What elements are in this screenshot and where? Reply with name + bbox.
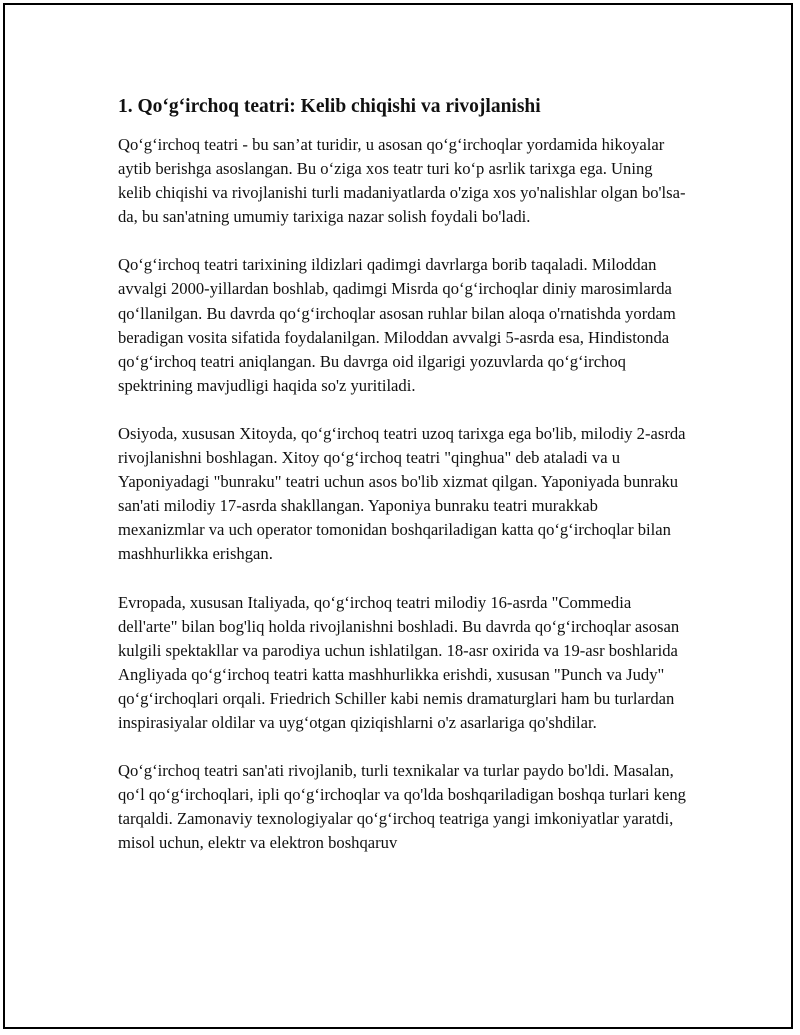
paragraph-modern: Qo‘g‘irchoq teatri san'ati rivojlanib, turli texnikalar va turlar paydo bo'ldi. Masalan, qo‘l qo‘g‘irchoqlari, ipli qo‘g‘irchoqlar va qo'lda boshqariladigan boshqa turlari keng tarqaldi. Zamonaviy texnologiyalar qo‘g‘irchoq teatriga yangi imkoniyatlar yaratdi, misol uchun, elektr va elektron boshqaruv xyxy=(118,761,686,853)
paragraph-ancient-history: Qo‘g‘irchoq teatri tarixining ildizlari qadimgi davrlarga borib taqaladi. Miloddan avvalgi 2000-yillardan boshlab, qadimgi Misrda qo‘g‘irchoqlar diniy marosimlarda qo‘llanilgan. Bu davrda qo‘g‘irchoqlar asosan ruhlar bilan aloqa o'rnatishda yordam beradigan vosita sifatida foydalanilgan. Miloddan avvalgi 5-asrda esa, Hindistonda qo‘g‘irchoq teatri aniqlangan. Bu davrga oid ilgarigi yozuvlarda qo‘g‘irchoq spektrining mavjudligi haqida so'z yuritiladi. xyxy=(118,255,676,395)
paragraph-asia: Osiyoda, xususan Xitoyda, qo‘g‘irchoq teatri uzoq tarixga ega bo'lib, milodiy 2-asrda rivojlanishni boshlagan. Xitoy qo‘g‘irchoq teatri "qinghua" deb ataladi va u Yaponiyadagi "bunraku" teatri uchun asos bo'lib xizmat qilgan. Yaponiyada bunraku san'ati milodiy 17-asrda shakllangan. Yaponiya bunraku teatri murakkab mexanizmlar va uch operator tomonidan boshqariladigan katta qo‘g‘irchoqlar bilan mashhurlikka erishgan. xyxy=(118,423,686,564)
document-title: 1. Qo‘g‘irchoq teatri: Kelib chiqishi va rivojlanishi xyxy=(118,96,541,117)
paragraph-origin: Qo‘g‘irchoq teatri - bu san’at turidir, u asosan qo‘g‘irchoqlar yordamida hikoyalar aytib berishga asoslangan. Bu o‘ziga xos teatr turi ko‘p asrlik tarixga ega. Uning kelib chiqishi va rivojlanishi turli madaniyatlarda o'ziga xos yo'nalishlar olgan bo'lsa-da, bu san'atning umumiy tarixiga nazar solish foydali bo'ladi. xyxy=(118,135,686,227)
paragraph-europe: Evropada, xususan Italiyada, qo‘g‘irchoq teatri milodiy 16-asrda "Commedia dell'arte" bilan bog'liq holda rivojlanishni boshladi. Bu davrda qo‘g‘irchoqlar asosan kulgili spektakllar va parodiya uchun ishlatilgan. 18-asr oxirida va 19-asr boshlarida Angliyada qo‘g‘irchoq teatri katta mashhurlikka erishdi, xususan "Punch va Judy" qo‘g‘irchoqlari orqali. Friedrich Schiller kabi nemis dramaturglari ham bu turlardan inspirasiyalar oldilar va uyg‘otgan qiziqishlarni o'z asarlariga qo'shdilar. xyxy=(118,592,680,732)
document-body xyxy=(118,94,688,879)
